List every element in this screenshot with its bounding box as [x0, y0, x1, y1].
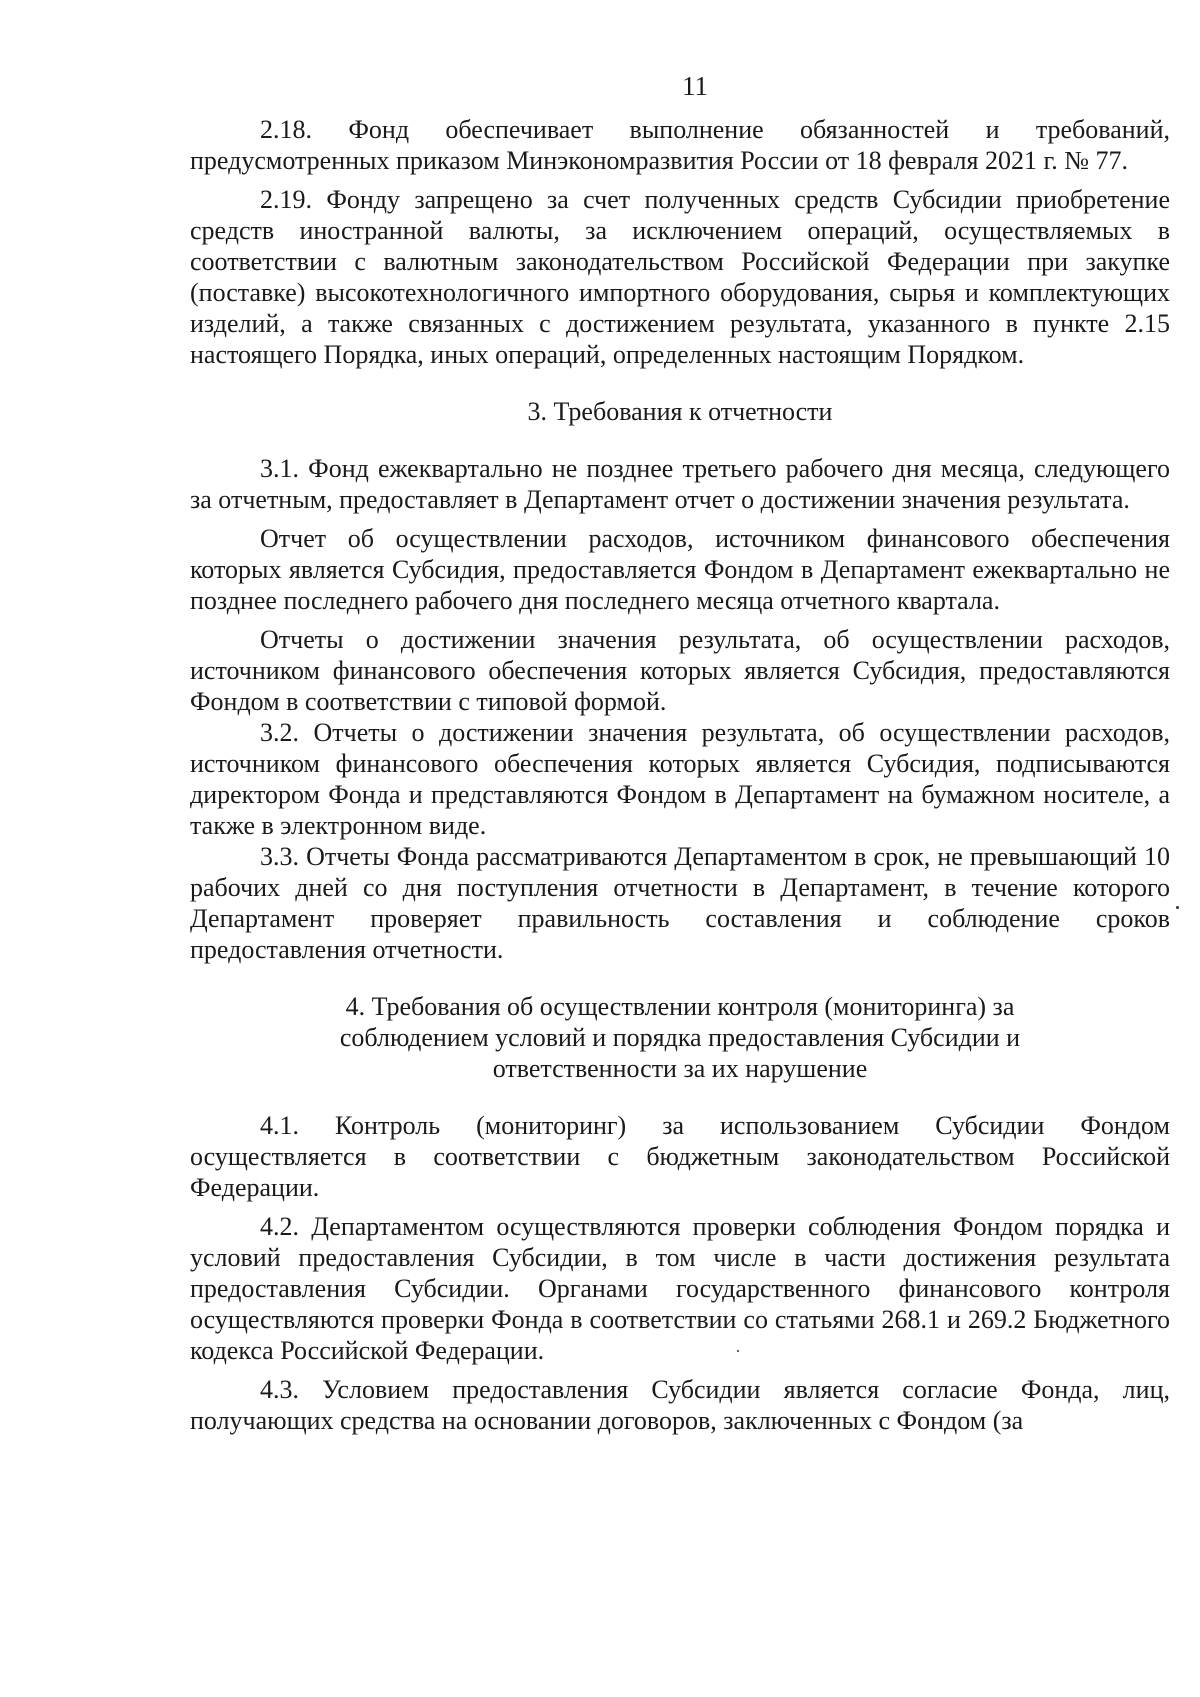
- paragraph-report-form: Отчеты о достижении значения результата, об осуществлении расходов, источником финансового обеспечения которых является Субсидия, предоставляются Фондом в соответствии с типовой формой.: [190, 625, 1170, 716]
- scan-speck: [1176, 906, 1179, 909]
- paragraph-3-3: 3.3. Отчеты Фонда рассматриваются Департаментом в срок, не превышающий 10 рабочих дней со дня поступления отчетности в Департамент, в течение которого Департамент проверяет правильность составления и соблюдение сроков предоставления отчетности.: [190, 842, 1170, 964]
- section-heading-3: [190, 396, 1170, 427]
- paragraph-4-2: 4.2. Департаментом осуществляются проверки соблюдения Фондом порядка и условий предоставления Субсидии, в том числе в части достижения результата предоставления Субсидии. Органами государственного финансового контроля осуществляются проверки Фонда в соответствии со статьями 268.1 и 269.2 Бюджетного кодекса Российской Федерации.: [190, 1212, 1170, 1365]
- page-number: 11: [682, 71, 708, 101]
- section-heading-line: ответственности за их нарушение: [492, 1054, 868, 1083]
- section-heading-line: 4. Требования об осуществлении контроля (мониторинга) за: [345, 992, 1015, 1021]
- scan-speck: [737, 1350, 739, 1352]
- paragraph-3-2: 3.2. Отчеты о достижении значения результата, об осуществлении расходов, источником финансового обеспечения которых является Субсидия, подписываются директором Фонда и представляются Фондом в Департамент на бумажном носителе, а также в электронном виде.: [190, 718, 1170, 840]
- paragraph-expense-report: Отчет об осуществлении расходов, источником финансового обеспечения которых является Субсидия, предоставляется Фондом в Департамент ежеквартально не позднее последнего рабочего дня последнего месяца отчетного квартала.: [190, 524, 1170, 615]
- document-body: [190, 114, 1170, 1436]
- paragraph-3-1: 3.1. Фонд ежеквартально не позднее третьего рабочего дня месяца, следующего за отчетным, предоставляет в Департамент отчет о достижении значения результата.: [190, 454, 1170, 514]
- section-heading-4: [190, 991, 1170, 1084]
- paragraph-4-1: 4.1. Контроль (мониторинг) за использованием Субсидии Фондом осуществляется в соответствии с бюджетным законодательством Российской Федерации.: [190, 1111, 1170, 1202]
- paragraph-2-19: 2.19. Фонду запрещено за счет полученных средств Субсидии приобретение средств иностранной валюты, за исключением операций, осуществляемых в соответствии с валютным законодательством Российской Федерации при закупке (поставке) высокотехнологичного импортного оборудования, сырья и комплектующих изделий, а также связанных с достижением результата, указанного в пункте 2.15 настоящего Порядка, иных операций, определенных настоящим Порядком.: [190, 185, 1170, 369]
- section-heading-line: соблюдением условий и порядка предоставления Субсидии и: [339, 1023, 1021, 1052]
- paragraph-2-18: 2.18. Фонд обеспечивает выполнение обязанностей и требований, предусмотренных приказом Минэкономразвития России от 18 февраля 2021 г. № 77.: [190, 115, 1170, 175]
- paragraph-4-3: 4.3. Условием предоставления Субсидии является согласие Фонда, лиц, получающих средства на основании договоров, заключенных с Фондом (за: [190, 1375, 1170, 1435]
- section-heading-line: 3. Требования к отчетности: [527, 397, 833, 426]
